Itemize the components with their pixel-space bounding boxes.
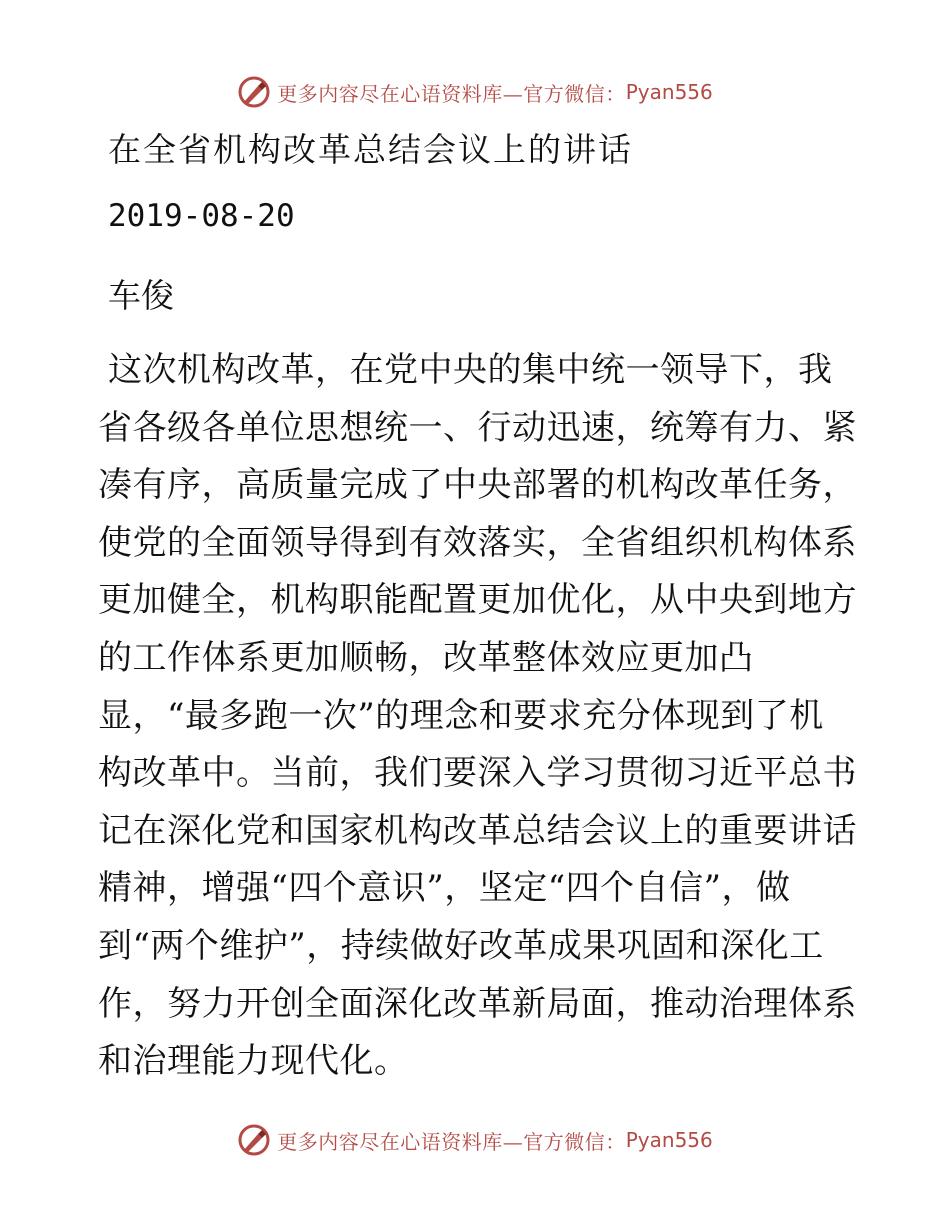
- body-line: 精神，增强“四个意识”，坚定“四个自信”，做: [98, 868, 791, 909]
- document-author: 车俊: [108, 276, 174, 315]
- body-line: 使党的全面领导得到有效落实，全省组织机构体系: [98, 522, 857, 563]
- watermark-text: 更多内容尽在心语资料库—官方微信：: [277, 1129, 626, 1154]
- body-line: 省各级各单位思想统一、行动迅速，统筹有力、紧: [98, 407, 857, 448]
- document-body: [98, 346, 858, 1095]
- watermark-wechat-id: Pyan556: [625, 1128, 713, 1152]
- document-date: 2019-08-20: [108, 198, 295, 234]
- footer-watermark: [0, 1120, 950, 1160]
- body-line: 的工作体系更加顺畅，改革整体效应更加凸: [98, 637, 754, 678]
- body-line: 记在深化党和国家机构改革总结会议上的重要讲话: [98, 810, 857, 851]
- document-title: 在全省机构改革总结会议上的讲话: [108, 130, 633, 169]
- body-line: 这次机构改革，在党中央的集中统一领导下，我: [108, 350, 833, 390]
- pen-circle-logo-icon: [237, 1123, 271, 1157]
- body-line: 和治理能力现代化。: [98, 1041, 409, 1082]
- watermark-wechat-id: Pyan556: [625, 80, 713, 104]
- watermark-text: 更多内容尽在心语资料库—官方微信：: [277, 81, 626, 106]
- body-line: 作，努力开创全面深化改革新局面，推动治理体系: [98, 983, 857, 1024]
- body-line: 凑有序，高质量完成了中央部署的机构改革任务，: [98, 465, 857, 506]
- body-line: 构改革中。当前，我们要深入学习贯彻习近平总书: [98, 753, 857, 794]
- body-line: 显，“最多跑一次”的理念和要求充分体现到了机: [98, 695, 824, 736]
- pen-circle-logo-icon: [237, 75, 271, 109]
- body-line: 更加健全，机构职能配置更加优化，从中央到地方: [98, 580, 857, 621]
- header-watermark: [0, 72, 950, 112]
- body-line: 到“两个维护”，持续做好改革成果巩固和深化工: [98, 925, 824, 966]
